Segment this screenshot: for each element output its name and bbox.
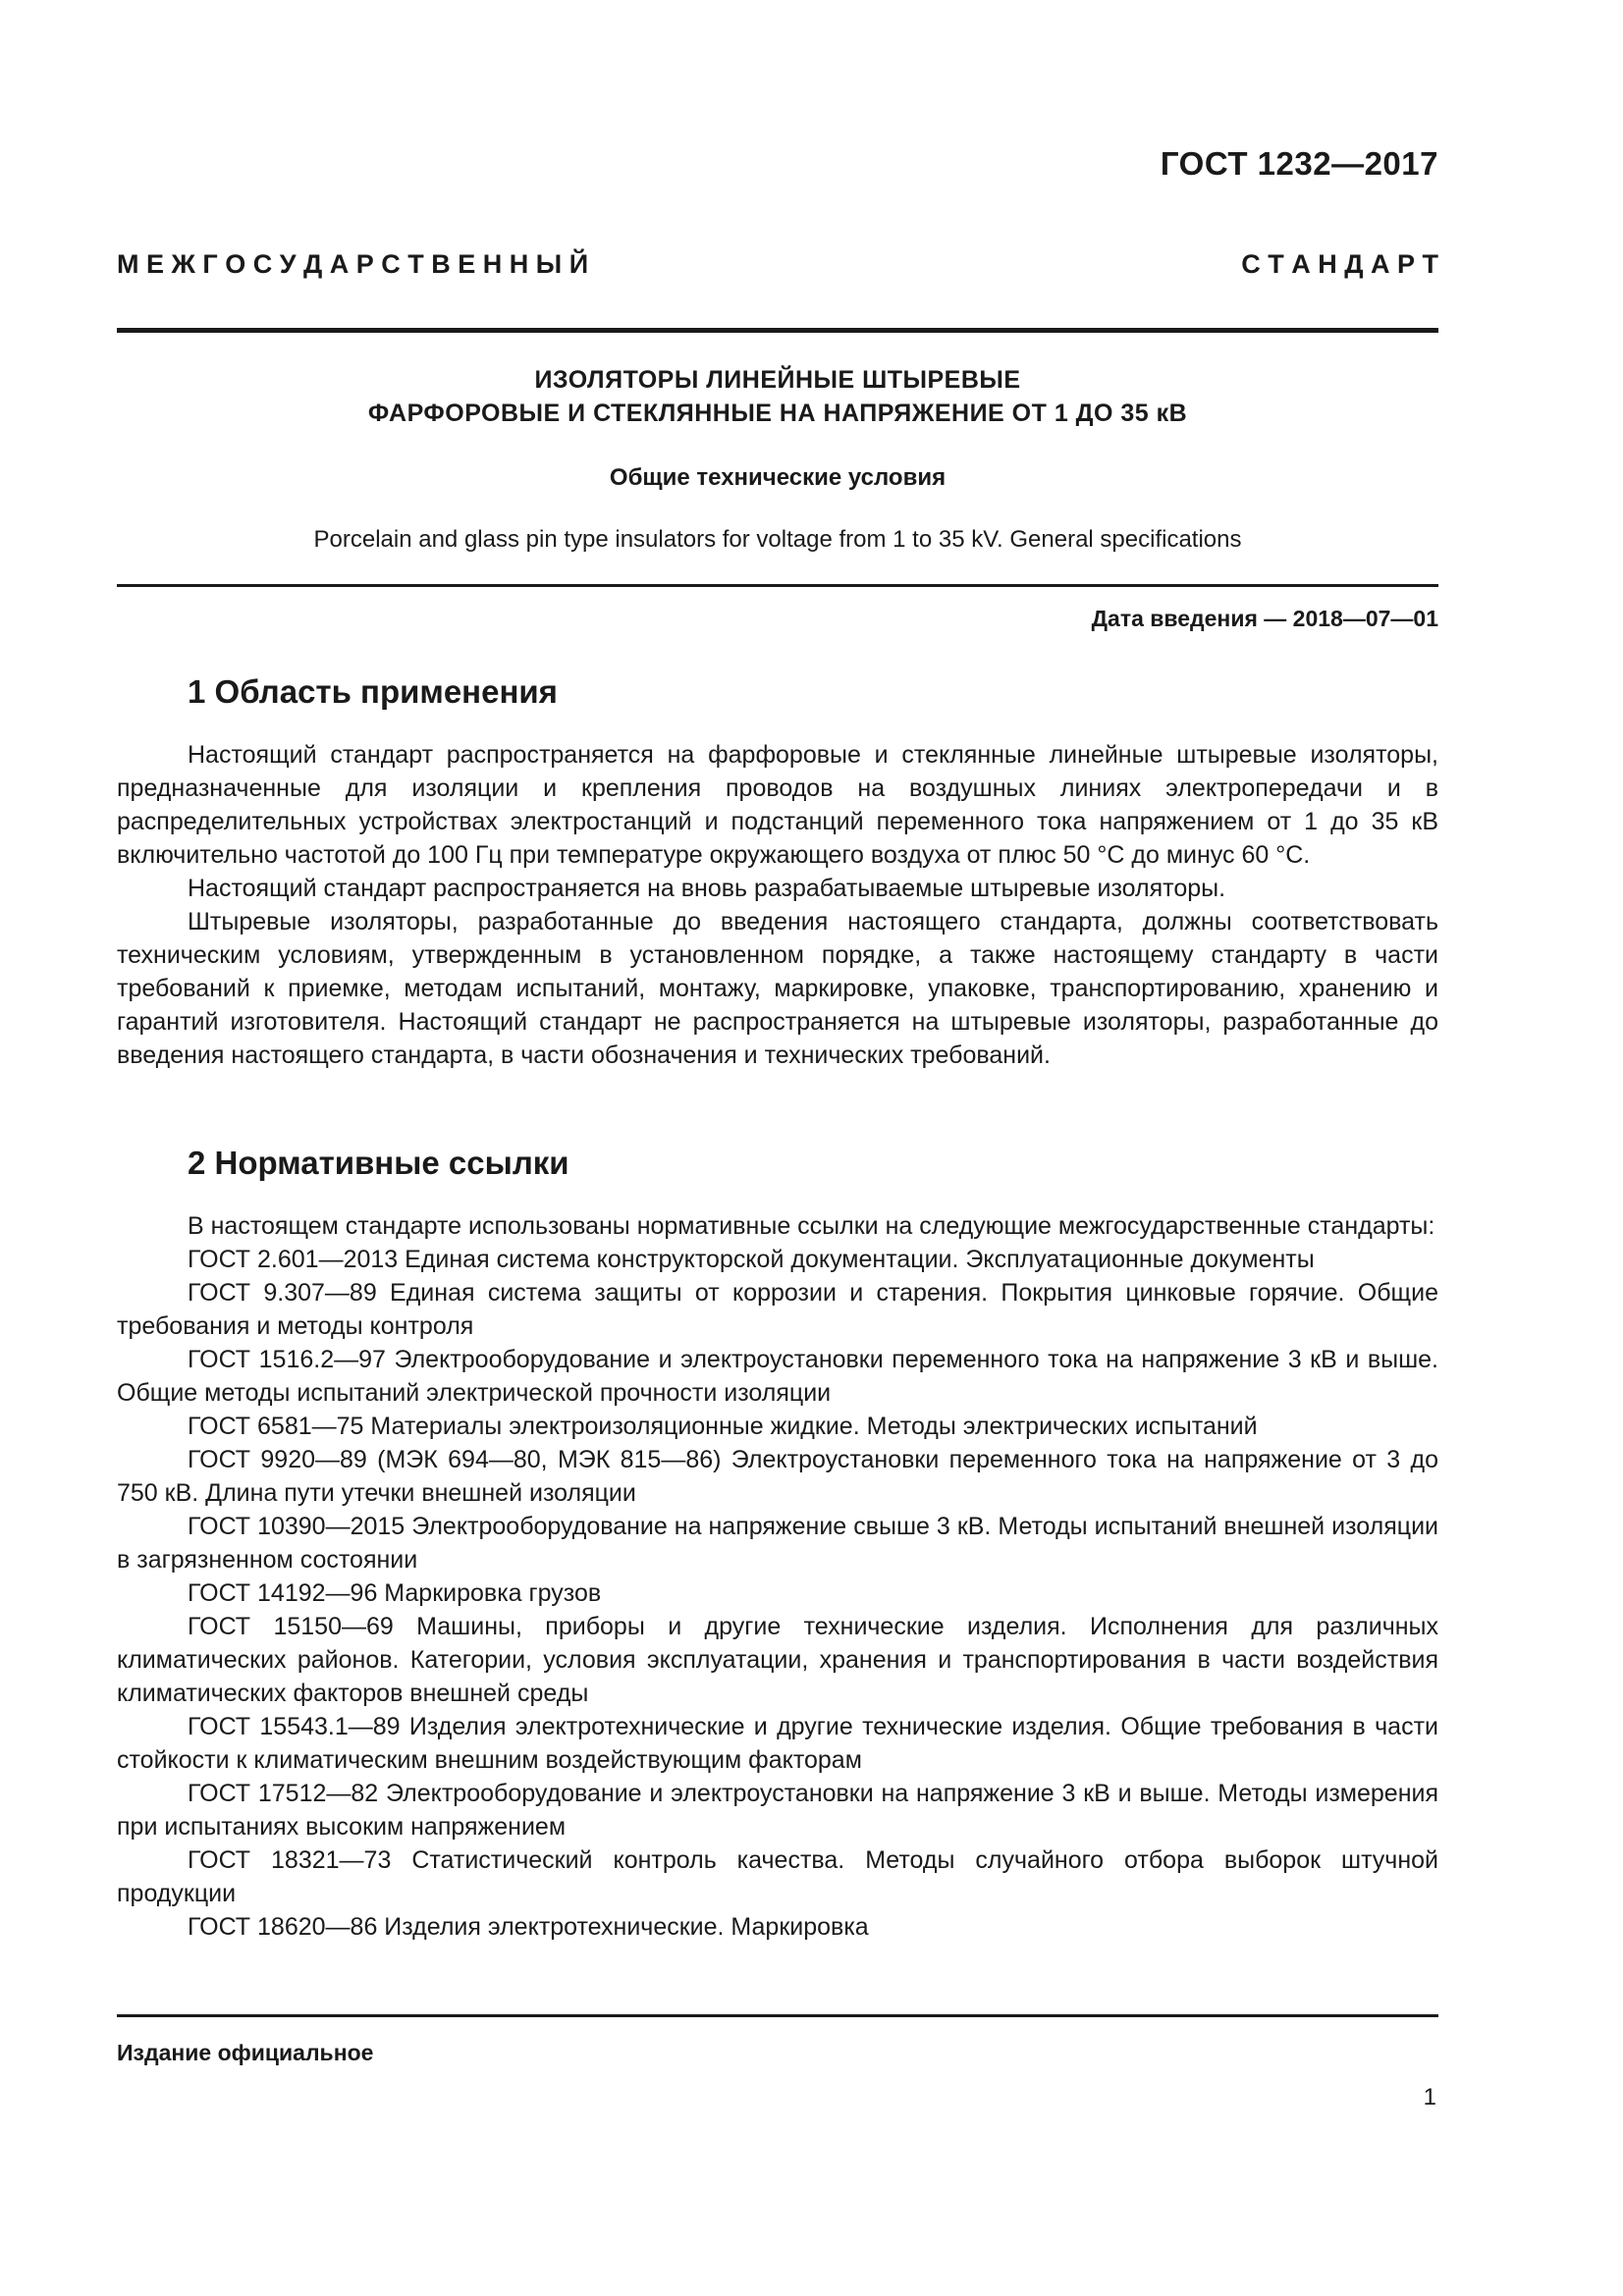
section-1-body xyxy=(117,738,1438,1072)
introduction-date: Дата введения — 2018—07—01 xyxy=(1091,606,1438,631)
reference-item: ГОСТ 14192—96 Маркировка грузов xyxy=(188,1579,602,1607)
reference-item: ГОСТ 17512—82 Электрооборудование и электроустановки на напряжение 3 кВ и выше. Методы измерения при испытаниях высоким напряжением xyxy=(117,1780,1438,1841)
reference-item: ГОСТ 18620—86 Изделия электротехнические. Маркировка xyxy=(188,1913,869,1941)
reference-item: ГОСТ 2.601—2013 Единая система конструкторской документации. Эксплуатационные документы xyxy=(188,1246,1315,1273)
document-subtitle: Общие технические условия xyxy=(609,464,947,491)
title-line-2: ФАРФОРОВЫЕ И СТЕКЛЯННЫЕ НА НАПРЯЖЕНИЕ ОТ 1 ДО 35 кВ xyxy=(367,400,1188,427)
reference-item: ГОСТ 6581—75 Материалы электроизоляционные жидкие. Методы электрических испытаний xyxy=(188,1413,1258,1440)
page-number: 1 xyxy=(1423,2084,1436,2110)
reference-item: ГОСТ 18321—73 Статистический контроль качества. Методы случайного отбора выборок штучной продукции xyxy=(117,1846,1438,1907)
paragraph: Настоящий стандарт распространяется на фарфоровые и стеклянные линейные штыревые изоляторы, предназначенные для изоляции и крепления проводов на воздушных линиях электропередачи и в распределительных устройствах электростанций и подстанций переменного тока напряжением от 1 до 35 кВ включительно частотой до 100 Гц при температуре окружающего воздуха от плюс 50 °С до минус 60 °С. xyxy=(117,741,1438,869)
english-title: Porcelain and glass pin type insulators for voltage from 1 to 35 kV. General specifications xyxy=(313,526,1242,553)
reference-item: ГОСТ 9.307—89 Единая система защиты от коррозии и старения. Покрытия цинковые горячие. Общие требования и методы контроля xyxy=(117,1279,1438,1340)
paragraph: Штыревые изоляторы, разработанные до введения настоящего стандарта, должны соответствовать техническим условиям, утвержденным в установленном порядке, а также настоящему стандарту в части требований к приемке, методам испытаний, монтажу, маркировке, упаковке, транспортированию, хранению и гарантий изготовителя. Настоящий стандарт не распространяется на штыревые изоляторы, разработанные до введения настоящего стандарта, в части обозначения и технических требований. xyxy=(117,908,1438,1069)
reference-item: ГОСТ 15543.1—89 Изделия электротехнические и другие технические изделия. Общие требования в части стойкости к климатическим внешним воздействующим факторам xyxy=(117,1713,1438,1774)
paragraph: Настоящий стандарт распространяется на вновь разрабатываемые штыревые изоляторы. xyxy=(188,875,1226,902)
document-title xyxy=(117,363,1438,430)
title-rule xyxy=(117,584,1438,587)
interstate-standard-banner xyxy=(117,249,1438,280)
standard-label: С Т А Н Д А Р Т xyxy=(1241,249,1438,279)
interstate-label: М Е Ж Г О С У Д А Р С Т В Е Н Н Ы Й xyxy=(117,249,589,279)
reference-item: ГОСТ 9920—89 (МЭК 694—80, МЭК 815—86) Электроустановки переменного тока на напряжение от 3 до 750 кВ. Длина пути утечки внешней изоляции xyxy=(117,1446,1438,1507)
reference-item: ГОСТ 15150—69 Машины, приборы и другие технические изделия. Исполнения для различных климатических районов. Категории, условия эксплуатации, хранения и транспортирования в части воздействия климатических факторов внешней среды xyxy=(117,1613,1438,1707)
reference-item: ГОСТ 10390—2015 Электрооборудование на напряжение свыше 3 кВ. Методы испытаний внешней изоляции в загрязненном состоянии xyxy=(117,1513,1438,1574)
title-line-1: ИЗОЛЯТОРЫ ЛИНЕЙНЫЕ ШТЫРЕВЫЕ xyxy=(534,366,1021,394)
footer-rule xyxy=(117,2014,1438,2017)
reference-item: ГОСТ 1516.2—97 Электрооборудование и электроустановки переменного тока на напряжение 3 кВ и выше. Общие методы испытаний электрической прочности изоляции xyxy=(117,1346,1438,1407)
header-rule xyxy=(117,328,1438,333)
paragraph: В настоящем стандарте использованы нормативные ссылки на следующие межгосударственные стандарты: xyxy=(188,1212,1435,1240)
section-2-body xyxy=(117,1209,1438,1944)
standard-number: ГОСТ 1232—2017 xyxy=(1160,145,1438,182)
section-1-heading: 1 Область применения xyxy=(188,673,558,710)
section-2-heading: 2 Нормативные ссылки xyxy=(188,1145,569,1181)
official-edition-label: Издание официальное xyxy=(117,2040,374,2065)
